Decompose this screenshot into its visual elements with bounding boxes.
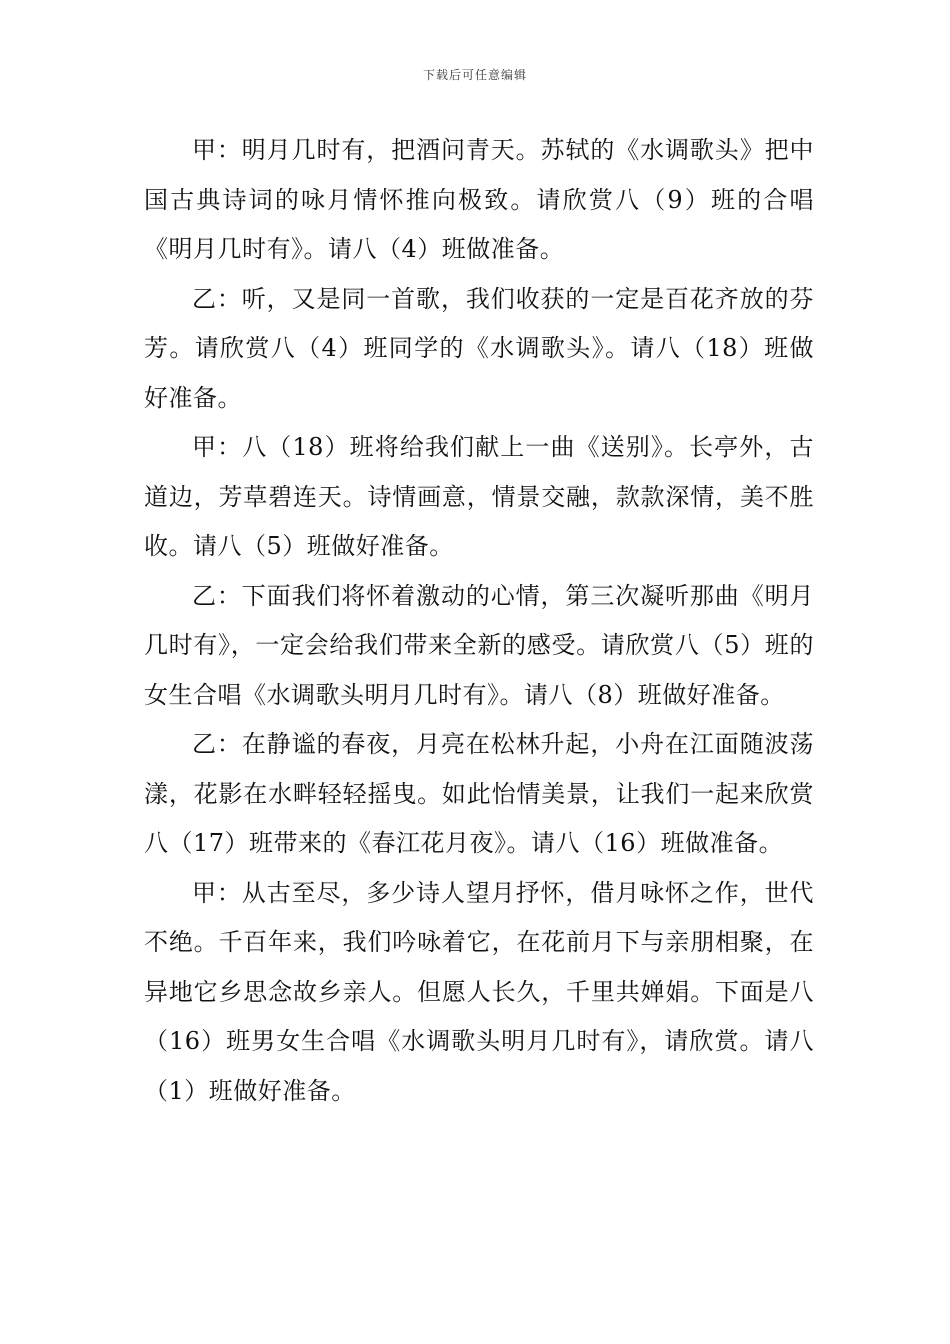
- paragraph-3: 甲：八（18）班将给我们献上一曲《送别》。长亭外，古道边，芳草碧连天。诗情画意，情景交融，款款深情，美不胜收。请八（5）班做好准备。: [144, 433, 814, 560]
- paragraph-5: 乙：在静谧的春夜，月亮在松林升起，小舟在江面随波荡漾，花影在水畔轻轻摇曳。如此怡情美景，让我们一起来欣赏八（17）班带来的《春江花月夜》。请八（16）班做准备。: [144, 730, 814, 857]
- paragraph-1: 甲：明月几时有，把酒问青天。苏轼的《水调歌头》把中国古典诗词的咏月情怀推向极致。请欣赏八（9）班的合唱《明月几时有》。请八（4）班做准备。: [144, 136, 814, 263]
- paragraph-2: 乙：听，又是同一首歌，我们收获的一定是百花齐放的芬芳。请欣赏八（4）班同学的《水调歌头》。请八（18）班做好准备。: [144, 284, 814, 412]
- paragraph-4: 乙：下面我们将怀着激动的心情，第三次凝听那曲《明月几时有》，一定会给我们带来全新的感受。请欣赏八（5）班的女生合唱《水调歌头明月几时有》。请八（8）班做好准备。: [144, 581, 814, 709]
- page-header-note: 下载后可任意编辑: [422, 68, 527, 82]
- document-body: [144, 126, 814, 1116]
- paragraph-6: 甲：从古至尽，多少诗人望月抒怀，借月咏怀之作，世代不绝。千百年来，我们吟咏着它，在花前月下与亲朋相聚，在异地它乡思念故乡亲人。但愿人长久，千里共婵娟。下面是八（16）班男女生合唱《水调歌头明月几时有》，请欣赏。请八（1）班做好准备。: [144, 878, 814, 1105]
